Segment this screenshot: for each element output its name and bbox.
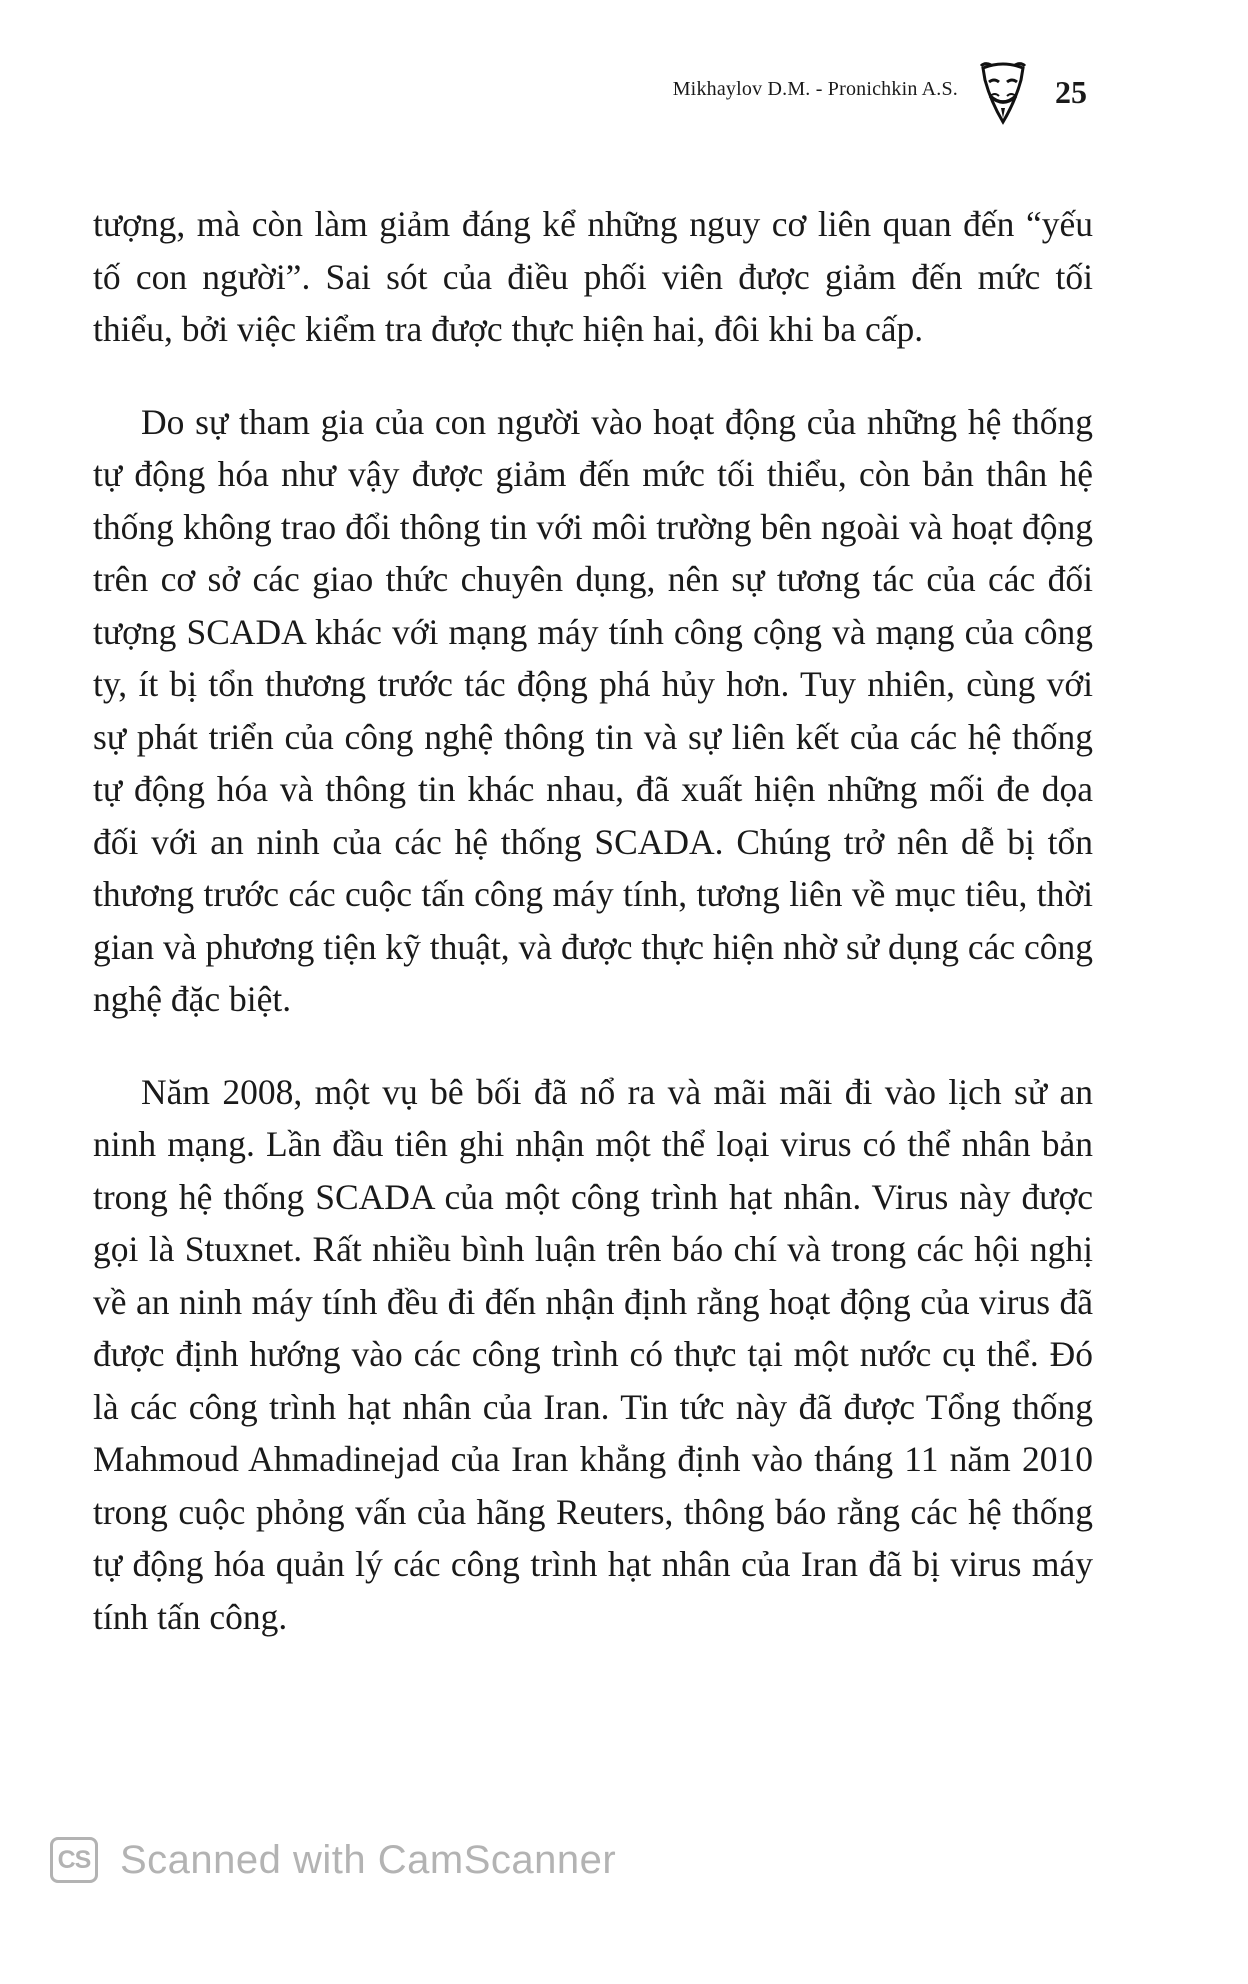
watermark-text: Scanned with CamScanner [120,1837,617,1882]
running-head: Mikhaylov D.M. - Pronichkin A.S. [672,78,958,100]
paragraph: Do sự tham gia của con người vào hoạt động của những hệ thống tự động hóa như vậy được giảm đến mức tối thiểu, còn bản thân hệ thống không trao đổi thông tin với môi trường bên ngoài và hoạt động trên cơ sở các giao thức chuyên dụng, nên sự tương tác của các đối tượng SCADA khác với mạng máy tính công cộng và mạng của công ty, ít bị tổn thương trước tác động phá hủy hơn. Tuy nhiên, cùng với sự phát triển của công nghệ thông tin và sự liên kết của các hệ thống tự động hóa và thông tin khác nhau, đã xuất hiện những mối đe dọa đối với an ninh của các hệ thống SCADA. Chúng trở nên dễ bị tổn thương trước các cuộc tấn công máy tính, tương liên về mục tiêu, thời gian và phương tiện kỹ thuật, và được thực hiện nhờ sử dụng các công nghệ đặc biệt. [93,401,1093,1019]
page-number: 25 [1055,74,1087,110]
guy-fawkes-mask-icon [975,62,1031,126]
camscanner-logo-icon: CS [50,1837,98,1883]
paragraph: Năm 2008, một vụ bê bối đã nổ ra và mãi mãi đi vào lịch sử an ninh mạng. Lần đầu tiên ghi nhận một thể loại virus có thể nhân bản trong hệ thống SCADA của một công trình hạt nhân. Virus này được gọi là Stuxnet. Rất nhiều bình luận trên báo chí và trong các hội nghị về an ninh máy tính đều đi đến nhận định rằng hoạt động của virus đã được định hướng vào các công trình có thực tại một nước cụ thể. Đó là các công trình hạt nhân của Iran. Tin tức này đã được Tổng thống Mahmoud Ahmadinejad của Iran khẳng định vào tháng 11 năm 2010 trong cuộc phỏng vấn của hãng Reuters, thông báo rằng các hệ thống tự động hóa quản lý các công trình hạt nhân của Iran đã bị virus máy tính tấn công. [93,1071,1093,1637]
page-header [0,62,1248,132]
body-text [93,198,1093,1643]
paragraph: tượng, mà còn làm giảm đáng kể những nguy cơ liên quan đến “yếu tố con người”. Sai sót của điều phối viên được giảm đến mức tối thiểu, bởi việc kiểm tra được thực hiện hai, đôi khi ba cấp. [93,204,1093,349]
camscanner-watermark [50,1832,616,1888]
